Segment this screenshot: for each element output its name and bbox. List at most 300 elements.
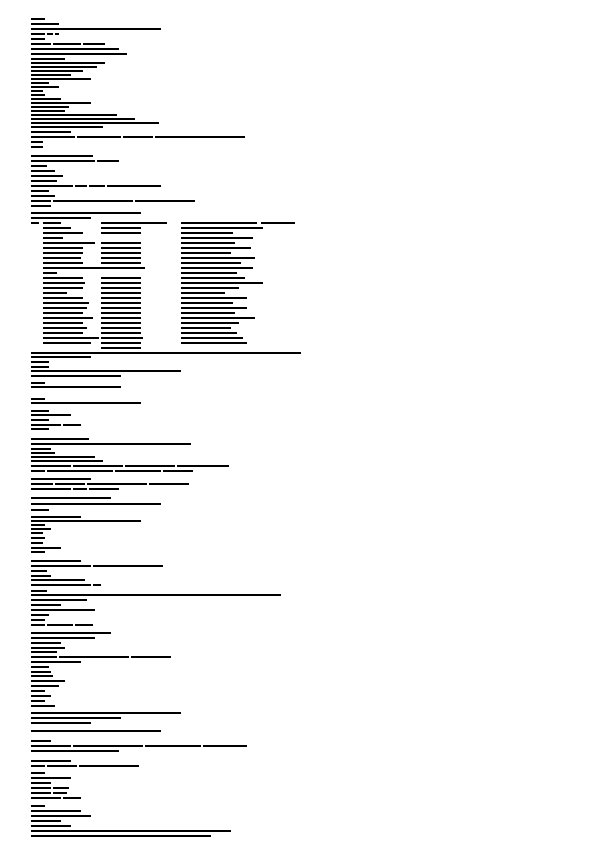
text-run bbox=[31, 730, 161, 732]
lower-text-line bbox=[31, 690, 47, 694]
table-cell bbox=[43, 222, 61, 224]
lower-text-line bbox=[31, 820, 63, 824]
upper-text-line bbox=[31, 28, 163, 32]
upper-text-line bbox=[31, 53, 129, 57]
text-run bbox=[31, 825, 71, 827]
lower-text-line bbox=[31, 700, 47, 704]
text-run bbox=[31, 542, 43, 544]
table-cell bbox=[101, 312, 141, 314]
lower-text-line bbox=[31, 443, 193, 447]
text-run bbox=[31, 38, 45, 40]
upper-text-line bbox=[31, 131, 73, 135]
text-run bbox=[59, 656, 129, 658]
text-run bbox=[31, 760, 71, 762]
text-run bbox=[31, 23, 59, 25]
lower-text-line bbox=[31, 565, 165, 569]
lower-text-line bbox=[31, 402, 143, 406]
table-row bbox=[31, 307, 451, 310]
text-run bbox=[31, 835, 211, 837]
text-run bbox=[31, 443, 191, 445]
table-cell bbox=[43, 282, 85, 284]
text-run bbox=[31, 370, 181, 372]
text-run bbox=[31, 560, 81, 562]
text-run bbox=[31, 680, 65, 682]
table-cell bbox=[101, 257, 141, 259]
table-cell bbox=[261, 222, 295, 224]
table-cell bbox=[181, 292, 225, 294]
text-run bbox=[73, 488, 87, 490]
table-cell bbox=[101, 307, 141, 309]
table-cell bbox=[43, 307, 87, 309]
text-run bbox=[31, 584, 91, 586]
text-run bbox=[31, 651, 57, 653]
table-cell bbox=[181, 287, 239, 289]
text-run bbox=[31, 470, 45, 472]
table-cell bbox=[43, 287, 83, 289]
table-cell bbox=[101, 302, 141, 304]
table-cell bbox=[181, 242, 235, 244]
lower-text-line bbox=[31, 651, 59, 655]
upper-text-line bbox=[31, 136, 247, 140]
text-run bbox=[31, 438, 89, 440]
text-run bbox=[31, 637, 95, 639]
text-run bbox=[31, 126, 103, 128]
text-run bbox=[31, 18, 45, 20]
table-cell bbox=[181, 277, 245, 279]
lower-text-line bbox=[31, 815, 93, 819]
text-run bbox=[31, 745, 71, 747]
table-row bbox=[31, 277, 451, 280]
table-cell bbox=[101, 282, 141, 284]
text-run bbox=[31, 575, 51, 577]
text-run bbox=[83, 43, 105, 45]
table-cell bbox=[101, 347, 141, 349]
lower-text-line bbox=[31, 730, 163, 734]
table-cell bbox=[101, 262, 141, 264]
table-cell bbox=[101, 327, 141, 329]
text-run bbox=[31, 797, 61, 799]
upper-text-line bbox=[31, 190, 51, 194]
text-run bbox=[31, 136, 75, 138]
text-run bbox=[31, 792, 51, 794]
text-run bbox=[31, 165, 47, 167]
lower-text-line bbox=[31, 722, 93, 726]
lower-text-line bbox=[31, 810, 83, 814]
text-run bbox=[31, 815, 91, 817]
table-row bbox=[31, 267, 451, 270]
text-run bbox=[31, 483, 53, 485]
table-cell bbox=[43, 332, 83, 334]
lower-text-line bbox=[31, 532, 45, 536]
lower-text-line bbox=[31, 465, 231, 469]
text-run bbox=[31, 570, 47, 572]
upper-text-line bbox=[31, 38, 47, 42]
lower-text-line bbox=[31, 675, 55, 679]
table-cell bbox=[181, 267, 253, 269]
text-run bbox=[31, 424, 61, 426]
table-cell bbox=[101, 337, 143, 339]
lower-text-line bbox=[31, 740, 53, 744]
text-run bbox=[31, 520, 141, 522]
table-cell bbox=[43, 227, 71, 229]
text-run bbox=[31, 106, 69, 108]
text-run bbox=[31, 205, 51, 207]
text-run bbox=[31, 594, 281, 596]
upper-text-line bbox=[31, 18, 47, 22]
text-run bbox=[31, 452, 55, 454]
text-run bbox=[31, 180, 57, 182]
text-run bbox=[31, 160, 95, 162]
text-run bbox=[31, 717, 121, 719]
lower-text-line bbox=[31, 717, 123, 721]
text-run bbox=[97, 160, 119, 162]
text-run bbox=[135, 200, 195, 202]
text-run bbox=[31, 695, 51, 697]
text-run bbox=[31, 86, 59, 88]
lower-text-line bbox=[31, 428, 51, 432]
upper-text-line bbox=[31, 185, 163, 189]
lower-text-line bbox=[31, 642, 63, 646]
table-row bbox=[31, 327, 451, 330]
lower-text-line bbox=[31, 503, 163, 507]
upper-text-line bbox=[31, 195, 57, 199]
text-run bbox=[31, 532, 43, 534]
text-run bbox=[31, 656, 57, 658]
table-cell bbox=[43, 342, 91, 344]
lower-text-line bbox=[31, 414, 73, 418]
text-run bbox=[31, 671, 51, 673]
table-row bbox=[31, 302, 451, 305]
text-run bbox=[31, 386, 121, 388]
upper-text-line bbox=[31, 146, 45, 150]
text-run bbox=[31, 110, 65, 112]
table-cell bbox=[43, 337, 99, 339]
text-run bbox=[31, 382, 45, 384]
upper-text-line bbox=[31, 33, 61, 37]
upper-text-line bbox=[31, 175, 65, 179]
table-cell bbox=[101, 222, 167, 224]
table-row bbox=[31, 292, 451, 295]
text-run bbox=[31, 375, 121, 377]
table-row bbox=[31, 297, 451, 300]
table-row bbox=[31, 262, 451, 265]
text-run bbox=[31, 74, 71, 76]
text-run bbox=[31, 356, 91, 358]
text-run bbox=[31, 604, 61, 606]
lower-text-line bbox=[31, 488, 121, 492]
text-run bbox=[31, 190, 49, 192]
lower-text-line bbox=[31, 594, 283, 598]
lower-text-line bbox=[31, 632, 113, 636]
text-run bbox=[31, 361, 49, 363]
table-row bbox=[31, 272, 451, 275]
text-run bbox=[31, 90, 43, 92]
lower-text-line bbox=[31, 560, 83, 564]
lower-text-line bbox=[31, 772, 47, 776]
lower-text-line bbox=[31, 656, 173, 660]
lower-text-line bbox=[31, 375, 123, 379]
table-cell bbox=[181, 257, 255, 259]
table-cell bbox=[101, 267, 145, 269]
lower-text-line bbox=[31, 542, 45, 546]
lower-text-line bbox=[31, 570, 49, 574]
lower-text-line bbox=[31, 599, 89, 603]
lower-text-line bbox=[31, 637, 97, 641]
table-row bbox=[31, 282, 451, 285]
text-run bbox=[31, 565, 91, 567]
table-cell bbox=[43, 252, 83, 254]
text-run bbox=[89, 185, 105, 187]
table-cell bbox=[43, 237, 63, 239]
table-row bbox=[31, 287, 451, 290]
upper-text-line bbox=[31, 141, 45, 145]
text-run bbox=[31, 685, 59, 687]
table-cell bbox=[101, 332, 141, 334]
lower-text-line bbox=[31, 624, 95, 628]
table-cell bbox=[181, 222, 257, 224]
text-run bbox=[89, 488, 119, 490]
table-cell bbox=[101, 292, 141, 294]
text-run bbox=[63, 797, 81, 799]
text-run bbox=[31, 488, 71, 490]
table-cell bbox=[43, 247, 83, 249]
lower-text-line bbox=[31, 579, 87, 583]
lower-text-line bbox=[31, 705, 57, 709]
upper-text-line bbox=[31, 160, 121, 164]
table-cell bbox=[43, 277, 83, 279]
table-row bbox=[31, 227, 451, 230]
table-cell bbox=[43, 272, 57, 274]
table-row bbox=[31, 342, 451, 345]
table-cell bbox=[101, 297, 141, 299]
lower-text-line bbox=[31, 685, 61, 689]
text-run bbox=[125, 465, 175, 467]
text-run bbox=[31, 53, 127, 55]
text-run bbox=[53, 43, 81, 45]
text-run bbox=[31, 503, 161, 505]
table-cell bbox=[43, 242, 95, 244]
lower-text-line bbox=[31, 370, 183, 374]
text-run bbox=[31, 661, 81, 663]
table-cell bbox=[181, 312, 235, 314]
table-row bbox=[31, 247, 451, 250]
text-run bbox=[31, 516, 81, 518]
text-run bbox=[31, 43, 51, 45]
text-run bbox=[31, 212, 141, 214]
table-cell bbox=[181, 337, 243, 339]
text-run bbox=[31, 175, 63, 177]
text-run bbox=[31, 705, 55, 707]
text-run bbox=[31, 78, 91, 80]
text-run bbox=[107, 185, 161, 187]
upper-text-line bbox=[31, 155, 95, 159]
text-run bbox=[145, 745, 201, 747]
lower-text-line bbox=[31, 712, 183, 716]
lower-text-line bbox=[31, 509, 51, 513]
lower-text-line bbox=[31, 666, 51, 670]
text-run bbox=[31, 398, 45, 400]
text-run bbox=[31, 98, 61, 100]
table-cell bbox=[101, 227, 141, 229]
text-run bbox=[53, 792, 67, 794]
text-run bbox=[31, 712, 181, 714]
text-run bbox=[155, 136, 245, 138]
table-cell bbox=[181, 252, 231, 254]
lower-text-line bbox=[31, 661, 83, 665]
table-cell bbox=[181, 327, 231, 329]
lower-text-line bbox=[31, 695, 53, 699]
text-run bbox=[55, 483, 85, 485]
lower-text-line bbox=[31, 478, 93, 482]
text-run bbox=[31, 195, 55, 197]
text-run bbox=[31, 647, 65, 649]
table-cell bbox=[43, 317, 93, 319]
text-run bbox=[31, 624, 45, 626]
table-cell bbox=[181, 322, 239, 324]
table-cell bbox=[101, 287, 141, 289]
lower-text-line bbox=[31, 609, 97, 613]
text-run bbox=[31, 675, 53, 677]
text-run bbox=[31, 782, 51, 784]
text-run bbox=[47, 765, 77, 767]
text-run bbox=[31, 414, 71, 416]
text-run bbox=[31, 830, 231, 832]
text-run bbox=[31, 155, 93, 157]
text-run bbox=[31, 478, 91, 480]
table-cell bbox=[101, 317, 141, 319]
table-row bbox=[31, 312, 451, 315]
lower-text-line bbox=[31, 787, 71, 791]
table-row bbox=[31, 332, 451, 335]
text-run bbox=[31, 146, 43, 148]
text-run bbox=[31, 94, 45, 96]
lower-text-line bbox=[31, 760, 73, 764]
text-run bbox=[53, 200, 133, 202]
text-run bbox=[31, 402, 141, 404]
text-run bbox=[31, 122, 159, 124]
text-run bbox=[31, 700, 45, 702]
text-run bbox=[31, 805, 45, 807]
text-run bbox=[31, 170, 55, 172]
text-run bbox=[31, 787, 51, 789]
text-run bbox=[73, 465, 123, 467]
table-row bbox=[31, 337, 451, 340]
lower-text-line bbox=[31, 792, 69, 796]
table-cell bbox=[181, 307, 247, 309]
upper-text-line bbox=[31, 200, 197, 204]
text-run bbox=[177, 465, 229, 467]
lower-text-line bbox=[31, 765, 141, 769]
table-cell bbox=[43, 312, 83, 314]
lower-text-line bbox=[31, 483, 191, 487]
table-cell bbox=[101, 322, 141, 324]
text-run bbox=[31, 62, 105, 64]
text-run bbox=[31, 131, 71, 133]
table-cell bbox=[181, 297, 247, 299]
text-run bbox=[31, 599, 87, 601]
text-run bbox=[31, 609, 95, 611]
text-run bbox=[31, 579, 85, 581]
text-run bbox=[163, 470, 193, 472]
text-run bbox=[31, 58, 65, 60]
text-run bbox=[47, 470, 113, 472]
table-row bbox=[31, 317, 451, 320]
text-run bbox=[31, 410, 49, 412]
text-run bbox=[31, 28, 161, 30]
table-cell bbox=[43, 262, 83, 264]
text-run bbox=[31, 118, 135, 120]
text-run bbox=[123, 136, 153, 138]
table-cell bbox=[101, 247, 141, 249]
text-run bbox=[31, 141, 43, 143]
text-run bbox=[75, 185, 87, 187]
upper-text-line bbox=[31, 217, 93, 221]
table-cell bbox=[43, 322, 83, 324]
text-run bbox=[31, 614, 49, 616]
text-run bbox=[31, 765, 45, 767]
text-run bbox=[31, 666, 49, 668]
table-cell bbox=[101, 232, 141, 234]
table-row bbox=[31, 347, 451, 350]
text-run bbox=[31, 642, 61, 644]
text-run bbox=[31, 590, 47, 592]
text-run bbox=[31, 217, 91, 219]
text-run bbox=[31, 740, 51, 742]
text-run bbox=[31, 448, 51, 450]
upper-text-line bbox=[31, 165, 49, 169]
text-run bbox=[31, 777, 71, 779]
text-run bbox=[31, 820, 61, 822]
table-cell bbox=[181, 317, 255, 319]
text-run bbox=[73, 745, 143, 747]
table-row bbox=[31, 257, 451, 260]
table-cell bbox=[181, 227, 263, 229]
upper-text-line bbox=[31, 23, 61, 27]
lower-text-line bbox=[31, 497, 113, 501]
table-cell bbox=[101, 242, 141, 244]
table-cell bbox=[181, 272, 237, 274]
table-row bbox=[31, 252, 451, 255]
text-run bbox=[31, 114, 117, 116]
text-run bbox=[115, 470, 161, 472]
text-run bbox=[31, 509, 49, 511]
text-run bbox=[131, 656, 171, 658]
lower-text-line bbox=[31, 614, 51, 618]
table-cell bbox=[181, 302, 233, 304]
lower-text-line bbox=[31, 604, 63, 608]
table-row bbox=[31, 222, 451, 225]
text-run bbox=[31, 66, 97, 68]
lower-text-line bbox=[31, 438, 91, 442]
table-cell bbox=[43, 327, 87, 329]
text-run bbox=[31, 497, 111, 499]
table-cell bbox=[43, 302, 89, 304]
text-run bbox=[31, 750, 119, 752]
text-run bbox=[31, 102, 91, 104]
text-run bbox=[31, 772, 45, 774]
text-run bbox=[31, 82, 49, 84]
table-cell bbox=[101, 342, 141, 344]
text-run bbox=[93, 565, 163, 567]
text-run bbox=[47, 624, 73, 626]
text-run bbox=[31, 690, 45, 692]
text-run bbox=[31, 537, 45, 539]
text-run bbox=[93, 584, 101, 586]
lower-text-line bbox=[31, 835, 213, 839]
table-cell bbox=[181, 262, 241, 264]
lower-text-line bbox=[31, 361, 51, 365]
text-run bbox=[31, 456, 95, 458]
